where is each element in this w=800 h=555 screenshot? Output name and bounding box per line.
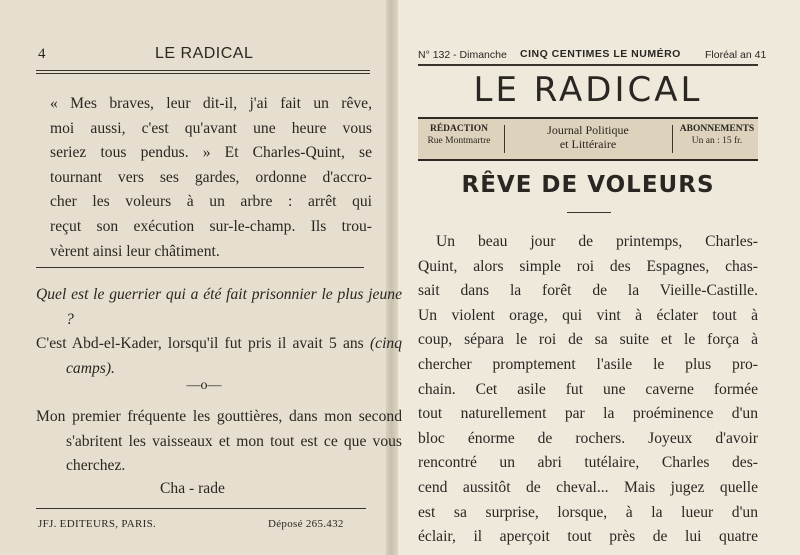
text-line: chercher promptement l'asile le plus pro- <box>418 355 758 373</box>
abonnements-block <box>678 123 756 147</box>
text-line: Un violent orage, qui vint à éclater tout à <box>418 306 758 324</box>
separator-ornament: —o— <box>186 378 222 393</box>
text-line: moi aussi, c'est qu'avant une heure vous <box>50 119 372 137</box>
riddle-question: Quel est le guerrier qui a été fait prisonnier le plus jeune ? <box>36 286 402 328</box>
text-line: éclair, il aperçoit tout près de lui quatre <box>418 528 758 546</box>
text-line: cend aussitôt de cheval... Mais jugez quelle <box>418 478 758 496</box>
header-rule <box>36 70 370 71</box>
page-number: 4 <box>38 46 46 62</box>
footer-rule <box>36 508 366 509</box>
text-line: coup, sépara le roi de sa suite et le força à <box>418 331 758 349</box>
redaction-address: Rue Montmartre <box>427 136 491 146</box>
text-line: chain. Cet asile fut une caverne formée <box>418 380 758 398</box>
text-line: vèrent ainsi leur châtiment. <box>50 242 220 260</box>
masthead-rule <box>418 64 758 66</box>
redaction-block <box>422 123 496 147</box>
running-head: LE RADICAL <box>155 45 254 62</box>
article-title: RÊVE DE VOLEURS <box>461 172 715 198</box>
left-paragraph <box>50 92 372 264</box>
section-divider <box>36 267 364 268</box>
journal-line-2: et Littéraire <box>559 137 617 151</box>
abonnements-price: Un an : 15 fr. <box>691 136 743 146</box>
riddle-answer <box>36 332 402 381</box>
riddle-text: Mon premier fréquente les gouttières, dans mon second s'abritent les vaisseaux et mon tout est ce que vous cherchez. <box>36 408 402 475</box>
issue-date: Floréal an 41 <box>705 49 767 61</box>
text-line: seriez tous pendus. » Et Charles-Quint, se <box>50 144 372 162</box>
text-line: Un beau jour de printemps, Charles- <box>436 233 758 250</box>
text-line: « Mes braves, leur dit-il, j'ai fait un rêve, <box>50 95 372 112</box>
text-line: tout naturellement par la proéminence d'un <box>418 405 758 423</box>
riddle-answer-text: C'est Abd-el-Kader, lorsqu'il fut pris il avait 5 ans <box>36 335 370 352</box>
text-line: sait dans la forêt de la Vieille-Castille. <box>418 282 758 300</box>
issue-number: N° 132 - Dimanche <box>418 49 507 61</box>
text-line: cher les voleurs à un arbre : arrêt qui <box>50 193 372 211</box>
journal-line-1: Journal Politique <box>547 123 629 137</box>
masthead-info-box <box>418 117 758 161</box>
article-body <box>418 230 758 550</box>
text-line: rencontré un abri tutélaire, Charles des- <box>418 454 758 472</box>
text-line: Quint, alors simple roi des Espagnes, chas- <box>418 257 758 275</box>
redaction-label: RÉDACTION <box>429 124 489 134</box>
text-line: bloc énorme de rochers. Joyeux d'avoir <box>418 429 758 447</box>
text-line: tournant vers ses gardes, ordonne d'accro- <box>50 168 372 186</box>
issue-price: CINQ CENTIMES LE NUMÉRO <box>520 48 681 60</box>
text-line: est sa surprise, lorsque, à la lueur d'un <box>418 503 758 521</box>
abonnements-label: ABONNEMENTS <box>679 124 755 134</box>
newspaper-title: LE RADICAL <box>473 70 703 110</box>
publisher-imprint: JFJ. EDITEURS, PARIS. <box>38 518 157 530</box>
title-rule <box>567 212 611 213</box>
text-line: reçut son exécution sur-le-champ. Ils trou- <box>50 217 372 235</box>
riddle-solution: Cha - rade <box>160 480 225 497</box>
box-divider <box>504 125 505 153</box>
legal-deposit: Déposé 265.432 <box>268 518 344 530</box>
header-rule-double <box>36 73 370 74</box>
riddle-answer-pun: (cinq camps). <box>66 335 402 377</box>
box-divider <box>672 125 673 153</box>
journal-block <box>510 123 666 151</box>
